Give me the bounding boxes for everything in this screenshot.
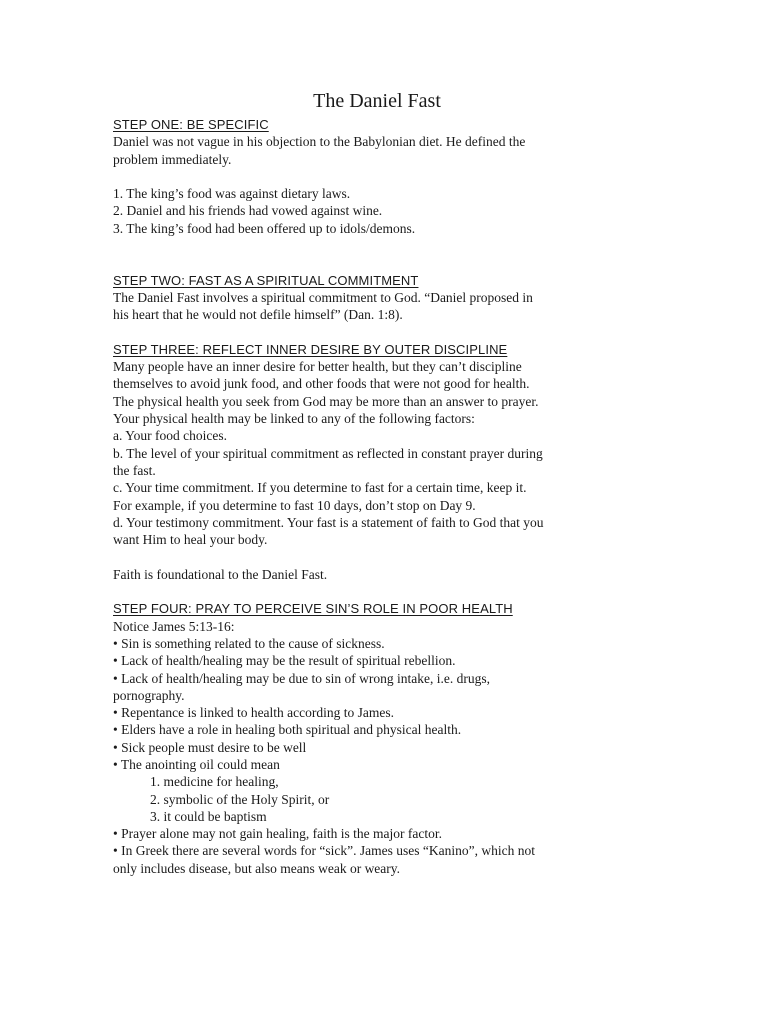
- bullet-item: • Repentance is linked to health according to James.: [113, 705, 395, 721]
- sub-list-item: 3. it could be baptism: [150, 808, 267, 824]
- bullet-item: pornography.: [113, 687, 185, 703]
- bullet-item: • Sin is something related to the cause of sickness.: [113, 635, 385, 651]
- list-item: For example, if you determine to fast 10 days, don’t stop on Day 9.: [113, 497, 476, 513]
- closing-line: Faith is foundational to the Daniel Fast.: [113, 566, 328, 582]
- sub-list-item: 2. symbolic of the Holy Spirit, or: [150, 791, 330, 807]
- paragraph-line: Your physical health may be linked to any of the following factors:: [113, 411, 475, 427]
- step-three-heading: STEP THREE: REFLECT INNER DESIRE BY OUTER DISCIPLINE: [113, 341, 508, 357]
- list-item: d. Your testimony commitment. Your fast is a statement of faith to God that you: [113, 514, 544, 530]
- list-item: 1. The king’s food was against dietary laws.: [113, 186, 351, 202]
- list-item: 3. The king’s food had been offered up to idols/demons.: [113, 220, 416, 236]
- step-three-section: [113, 341, 613, 583]
- list-item: c. Your time commitment. If you determine to fast for a certain time, keep it.: [113, 480, 527, 496]
- bullet-item: • In Greek there are several words for “sick”. James uses “Kanino”, which not: [113, 843, 535, 859]
- bullet-item: only includes disease, but also means weak or weary.: [113, 860, 401, 876]
- bullet-item: • The anointing oil could mean: [113, 756, 280, 772]
- step-one-heading: STEP ONE: BE SPECIFIC: [113, 117, 269, 132]
- document-page: [113, 88, 613, 877]
- list-item: b. The level of your spiritual commitment as reflected in constant prayer during: [113, 445, 543, 461]
- bullet-item: • Prayer alone may not gain healing, faith is the major factor.: [113, 826, 442, 842]
- step-one-section: [113, 116, 613, 237]
- paragraph-line: The Daniel Fast involves a spiritual commitment to God. “Daniel proposed in: [113, 289, 533, 305]
- step-four-heading: STEP FOUR: PRAY TO PERCEIVE SIN’S ROLE IN POOR HEALTH: [113, 601, 513, 617]
- paragraph-line: The physical health you seek from God may be more than an answer to prayer.: [113, 393, 539, 409]
- paragraph-line: Many people have an inner desire for better health, but they can’t discipline: [113, 359, 522, 375]
- paragraph-line: problem immediately.: [113, 151, 232, 167]
- document-title: The Daniel Fast: [313, 90, 441, 112]
- sub-list-item: 1. medicine for healing,: [150, 774, 279, 790]
- list-item: a. Your food choices.: [113, 428, 227, 444]
- list-item: the fast.: [113, 462, 156, 478]
- step-two-section: [113, 272, 613, 324]
- paragraph-line: Notice James 5:13-16:: [113, 618, 235, 634]
- bullet-item: • Lack of health/healing may be due to sin of wrong intake, i.e. drugs,: [113, 670, 490, 686]
- paragraph-line: Daniel was not vague in his objection to the Babylonian diet. He defined the: [113, 134, 526, 150]
- bullet-item: • Sick people must desire to be well: [113, 739, 307, 755]
- list-item: 2. Daniel and his friends had vowed against wine.: [113, 203, 383, 219]
- paragraph-line: his heart that he would not defile himself” (Dan. 1:8).: [113, 307, 403, 323]
- step-four-section: [113, 600, 613, 877]
- list-item: want Him to heal your body.: [113, 532, 268, 548]
- step-two-heading: STEP TWO: FAST AS A SPIRITUAL COMMITMENT: [113, 272, 419, 288]
- bullet-item: • Lack of health/healing may be the result of spiritual rebellion.: [113, 653, 456, 669]
- paragraph-line: themselves to avoid junk food, and other foods that were not good for health.: [113, 376, 530, 392]
- bullet-item: • Elders have a role in healing both spiritual and physical health.: [113, 722, 462, 738]
